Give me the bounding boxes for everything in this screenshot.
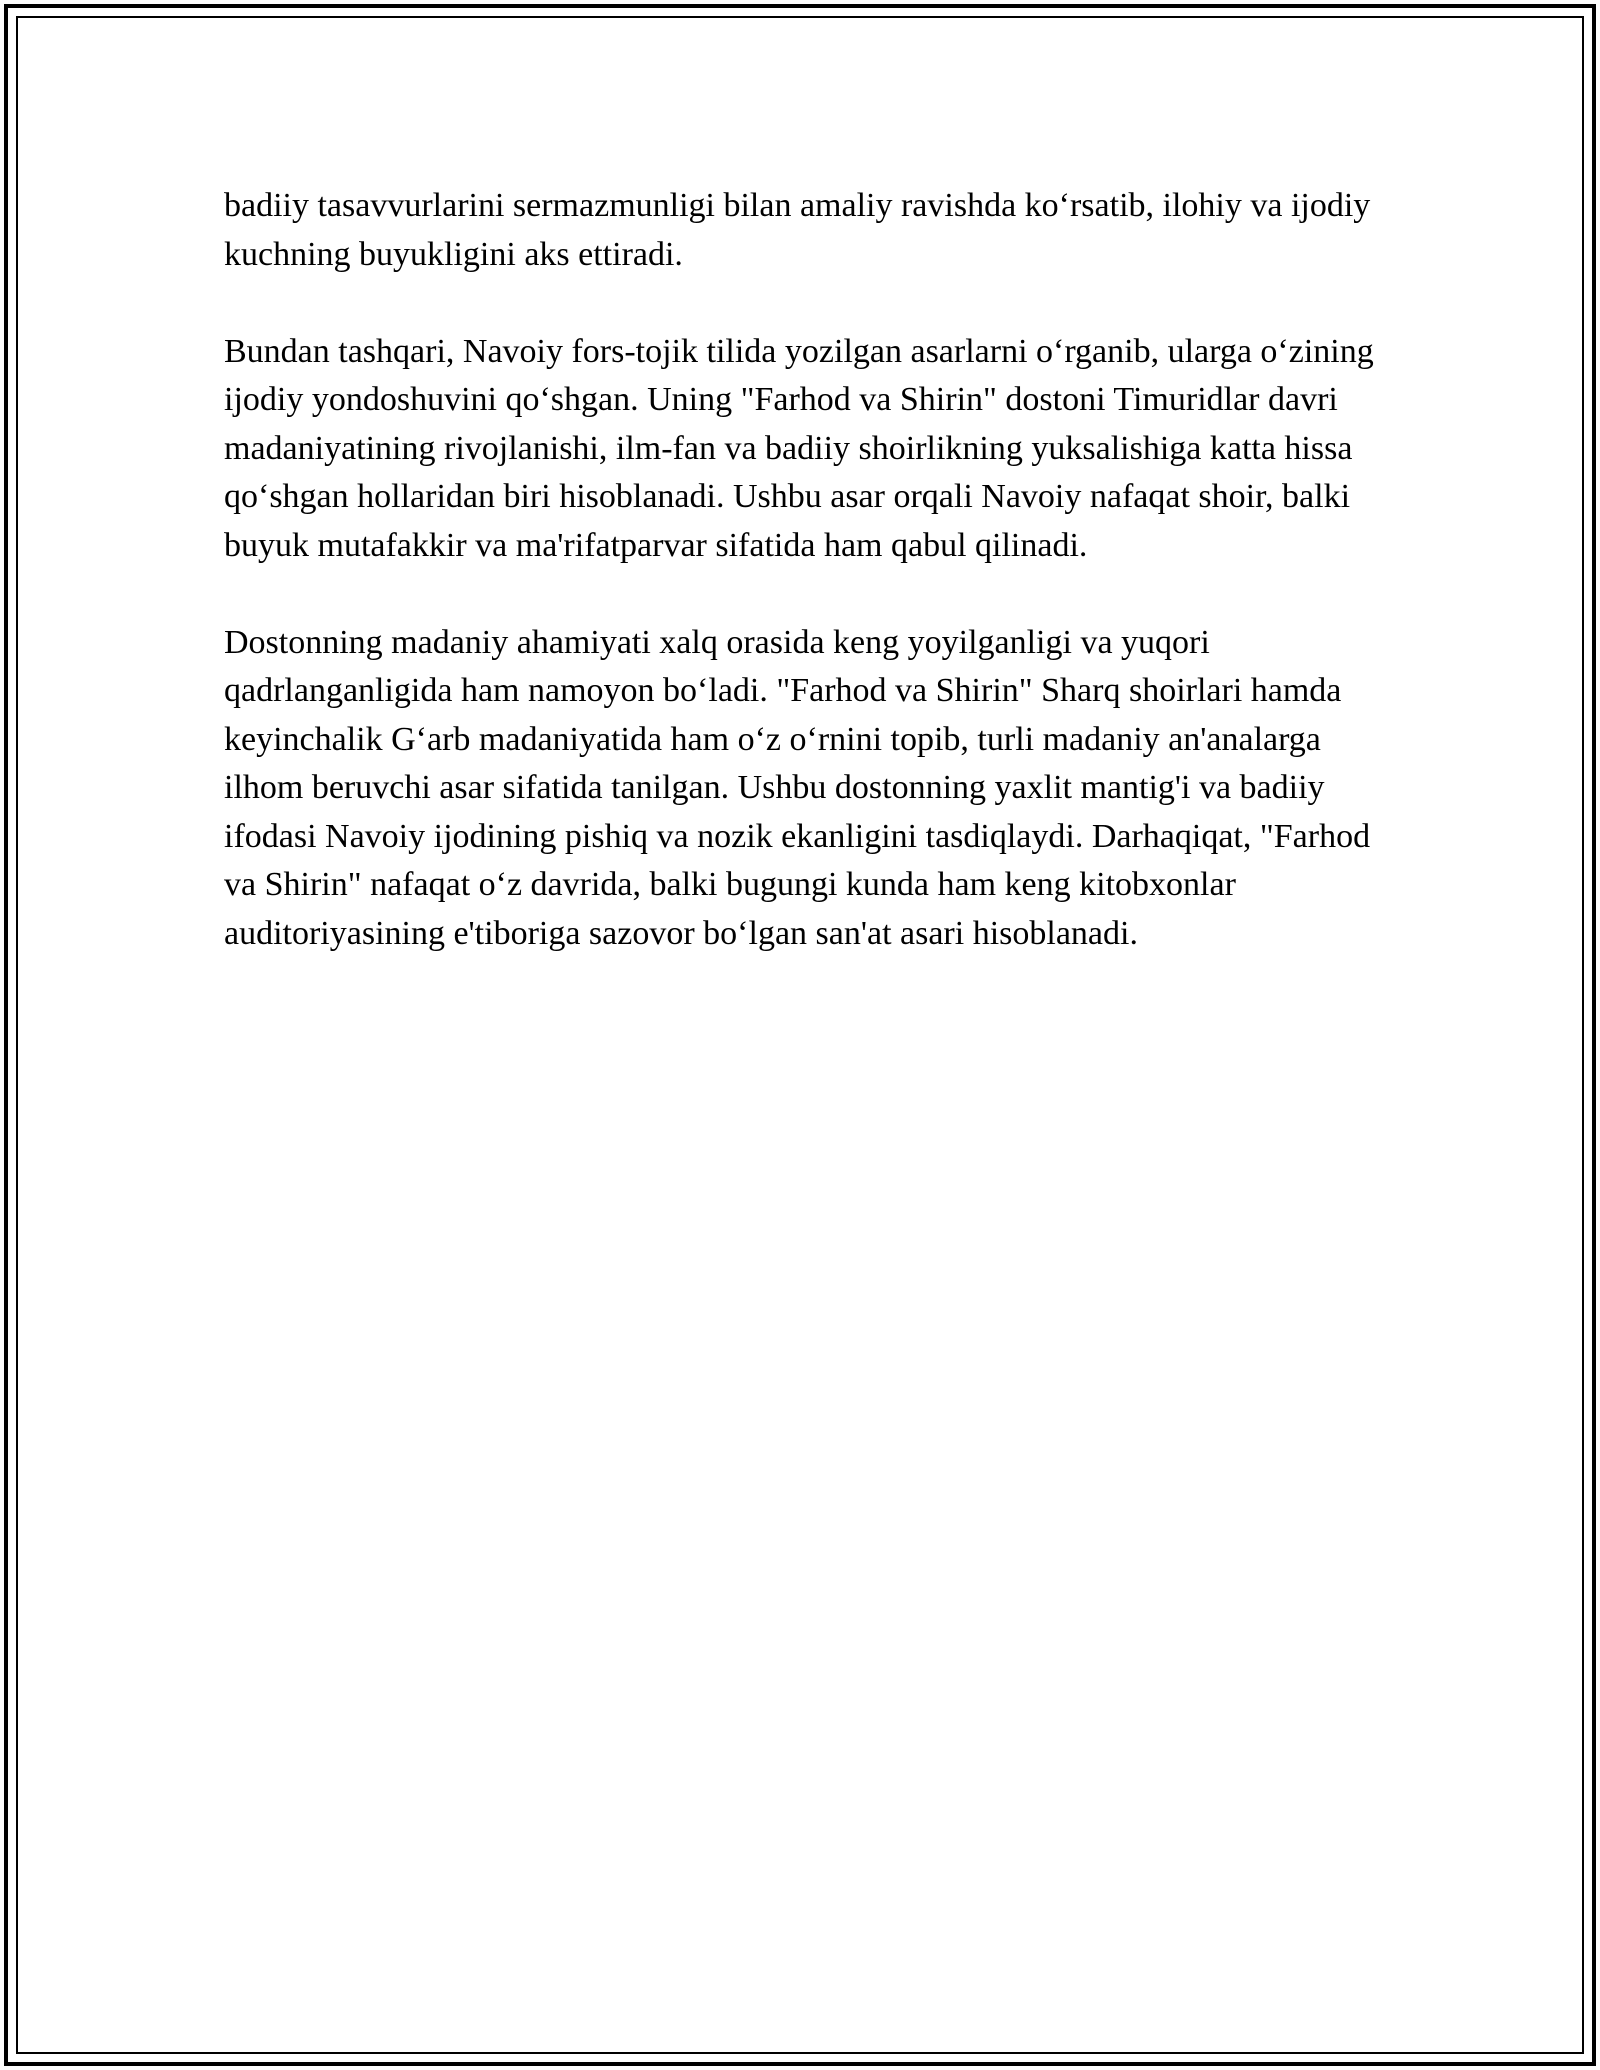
paragraph-1: badiiy tasavvurlarini sermazmunligi bilan amaliy ravishda ko‘rsatib, ilohiy va ijodiy kuchning buyukligini aks ettiradi. — [224, 187, 1371, 273]
paragraph-2: Bundan tashqari, Navoiy fors-tojik tilida yozilgan asarlarni o‘rganib, ularga o‘zining ijodiy yondoshuvini qo‘shgan. Uning "Farhod va Shirin" dostoni Timuridlar davri madaniyatining rivojlanishi, ilm-fan va badiiy shoirlikning yuksalishiga katta hissa qo‘shgan hollaridan biri hisoblanadi. Ushbu asar orqali Navoiy nafaqat shoir, balki buyuk mutafakkir va ma'rifatparvar sifatida ham qabul qilinadi. — [224, 332, 1374, 564]
paragraph-3: Dostonning madaniy ahamiyati xalq orasida keng yoyilganligi va yuqori qadrlanganligida ham namoyon bo‘ladi. "Farhod va Shirin" Sharq shoirlari hamda keyinchalik G‘arb madaniyatida ham o‘z o‘rnini topib, turli madaniy an'analarga ilhom beruvchi asar sifatida tanilgan. Ushbu dostonning yaxlit mantig'i va badiiy ifodasi Navoiy ijodining pishiq va nozik ekanligini tasdiqlaydi. Darhaqiqat, "Farhod va Shirin" nafaqat o‘z davrida, balki bugungi kunda ham keng kitobxonlar auditoriyasining e'tiboriga sazovor bo‘lgan san'at asari hisoblanadi. — [224, 623, 1371, 952]
document-body — [224, 182, 1374, 1007]
